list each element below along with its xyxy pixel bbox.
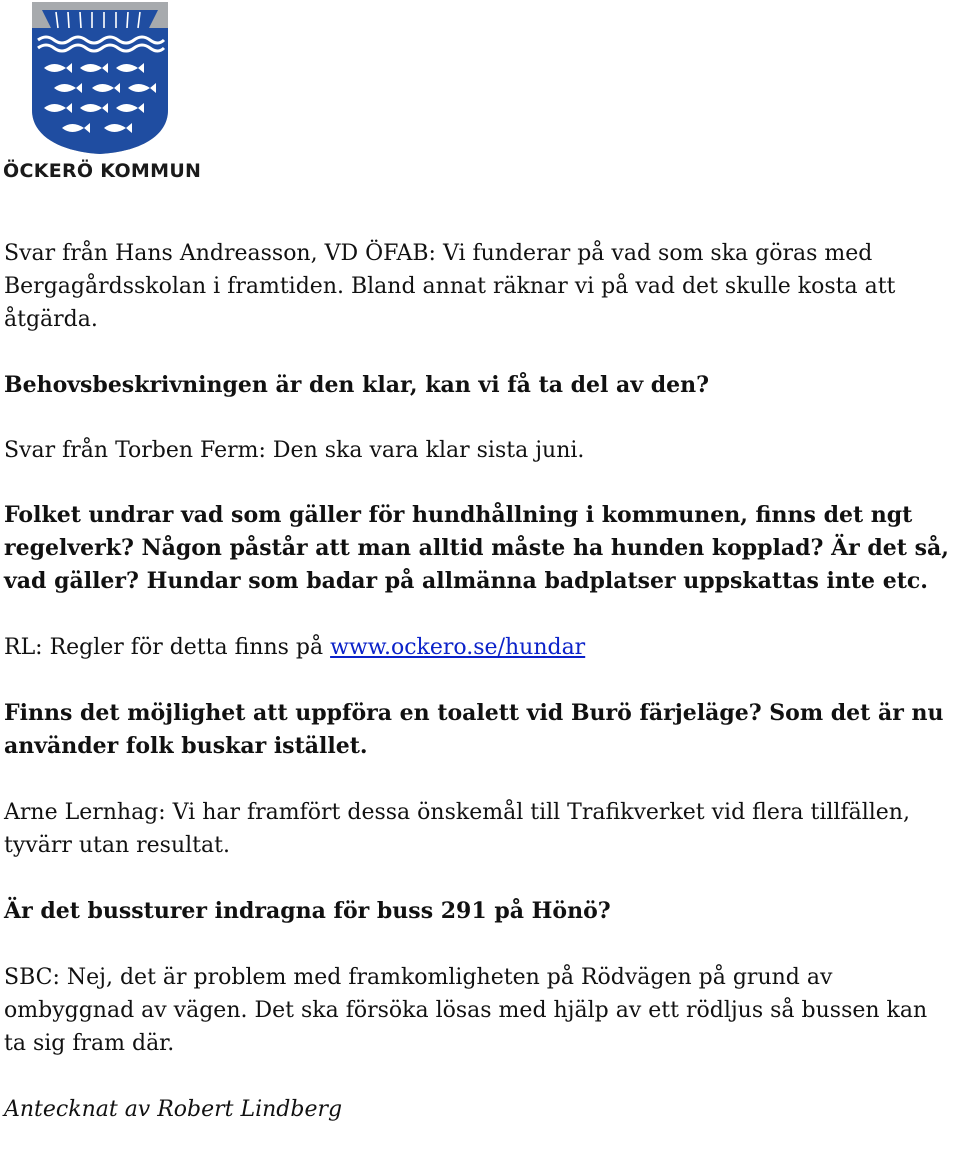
dog-rules-link[interactable]: www.ockero.se/hundar: [330, 635, 586, 660]
answer-text: RL: Regler för detta finns på: [4, 635, 331, 660]
municipality-logo: [0, 0, 210, 190]
question-paragraph: Finns det möjlighet att uppföra en toalett vid Burö färjeläge? Som det är nu använder folk buskar istället.: [4, 700, 944, 759]
answer-paragraph: Svar från Hans Andreasson, VD ÖFAB: Vi funderar på vad som ska göras med Bergagårdsskolan i framtiden. Bland annat räknar vi på vad det skulle kosta att åtgärda.: [4, 241, 896, 332]
meeting-minutes: [4, 237, 956, 1126]
question-paragraph: Folket undrar vad som gäller för hundhållning i kommunen, finns det ngt regelverk? Någon påstår att man alltid måste ha hunden kopplad? Är det så, vad gäller? Hundar som badar på allmänna badplatser uppskattas inte etc.: [4, 502, 949, 594]
coat-of-arms-icon: [32, 2, 168, 154]
answer-paragraph: SBC: Nej, det är problem med framkomligheten på Rödvägen på grund av ombyggnad av vägen. Det ska försöka lösas med hjälp av ett rödljus så bussen kan ta sig fram där.: [4, 965, 928, 1056]
question-paragraph: Behovsbeskrivningen är den klar, kan vi få ta del av den?: [4, 372, 710, 398]
answer-paragraph: Arne Lernhag: Vi har framfört dessa önskemål till Trafikverket vid flera tillfällen, tyvärr utan resultat.: [4, 800, 910, 858]
signature: Antecknat av Robert Lindberg: [4, 1097, 343, 1122]
question-paragraph: Är det bussturer indragna för buss 291 på Hönö?: [4, 898, 611, 924]
municipality-name: ÖCKERÖ KOMMUN: [3, 160, 202, 182]
answer-paragraph: [4, 631, 956, 664]
answer-paragraph: Svar från Torben Ferm: Den ska vara klar sista juni.: [4, 438, 585, 463]
